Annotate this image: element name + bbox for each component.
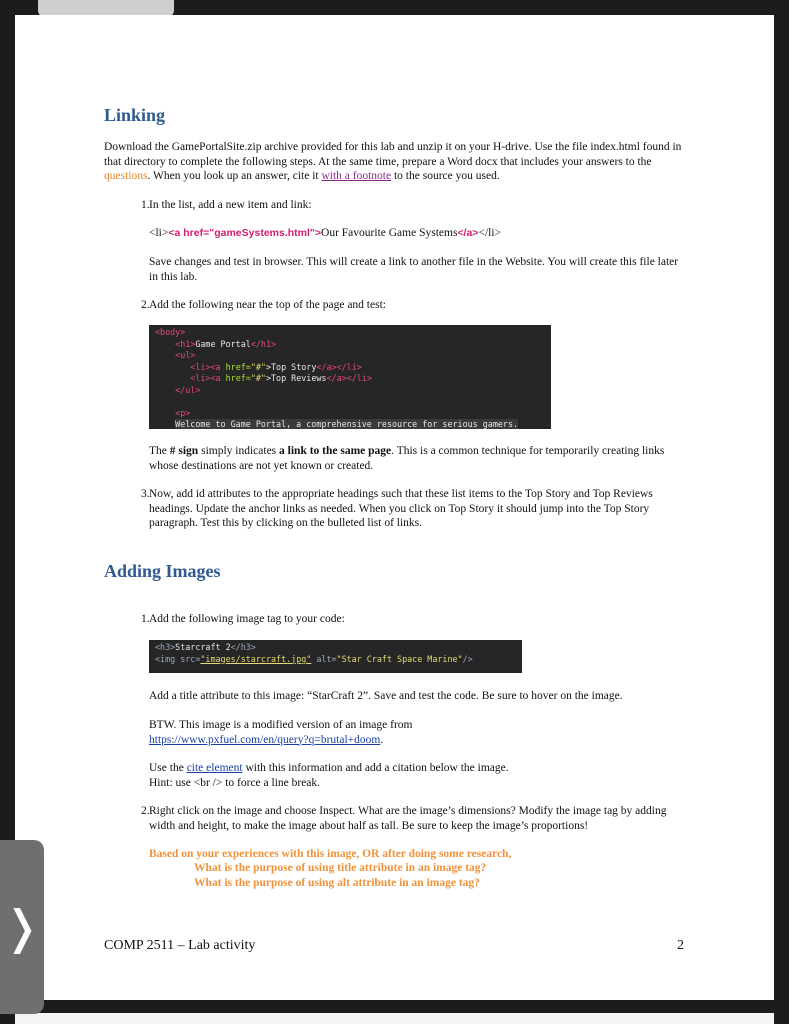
item-note: Use the cite element with this information and add a citation below the image. Hint: use <br /> to force a line break. xyxy=(149,762,509,789)
item-number: 2. xyxy=(141,805,150,817)
footer-course: COMP 2511 – Lab activity xyxy=(104,938,256,953)
chevron-right-icon: ❭ xyxy=(2,900,42,954)
linking-heading: Linking xyxy=(104,105,166,125)
question-intro: Based on your experiences with this image, OR after doing some research, xyxy=(149,848,512,860)
item-note: Add a title attribute to this image: “StarCraft 2”. Save and test the code. Be sure to hover on the image. xyxy=(149,690,623,702)
footer-page-number: 2 xyxy=(677,938,684,953)
next-page-button[interactable] xyxy=(0,840,44,1014)
item-note: The # sign simply indicates a link to the same page. This is a common technique for temporarily creating links whose destinations are not yet known or created. xyxy=(149,445,665,472)
cite-element-link[interactable]: cite element xyxy=(186,762,243,774)
item-number: 1. xyxy=(141,613,150,625)
item-text: Add the following near the top of the page and test: xyxy=(149,299,386,311)
question-title-attribute: What is the purpose of using title attribute in an image tag? xyxy=(194,862,487,874)
code-block-body: <body> <h1>Game Portal</h1> <ul> <li><a href="#">Top Story</a></li> <li><a href="#">Top Reviews</a></li> </ul> <p> Welcome to Game Portal, a comprehensive resource for serious gamers. xyxy=(149,325,551,429)
item-number: 2. xyxy=(141,299,150,311)
code-line-li-link: <li><a href="gameSystems.html">Our Favourite Game Systems</a></li> xyxy=(149,227,502,239)
item-number: 1. xyxy=(141,199,150,211)
linking-intro: Download the GamePortalSite.zip archive provided for this lab and unzip it on your H-drive. Use the file index.html found in that directory to complete the following steps. At the same time, prepare a Word docx that includes your answers to the questions. When you look up an answer, cite it with a footnote to the source you used. xyxy=(104,141,682,182)
question-alt-attribute: What is the purpose of using alt attribute in an image tag? xyxy=(194,877,480,889)
questions-word: questions xyxy=(104,170,148,182)
pxfuel-link[interactable]: https://www.pxfuel.com/en/query?q=brutal+doom xyxy=(149,733,381,746)
code-block-img: <h3>Starcraft 2</h3> <img src="images/starcraft.jpg" alt="Star Craft Space Marine"/> xyxy=(149,640,522,673)
document-page xyxy=(15,15,774,1000)
adding-images-heading: Adding Images xyxy=(104,561,221,581)
next-page-edge xyxy=(15,1013,774,1024)
item-text: Right click on the image and choose Inspect. What are the image’s dimensions? Modify the image tag by adding width and height, to make the image about half as tall. Be sure to keep the image’s proportions! xyxy=(149,805,667,832)
item-note: Save changes and test in browser. This will create a link to another file in the Website. You will create this file later in this lab. xyxy=(149,256,679,283)
item-note: BTW. This image is a modified version of an image from https://www.pxfuel.com/en/query?q=brutal+doom. xyxy=(149,719,413,746)
item-text: In the list, add a new item and link: xyxy=(149,199,312,211)
item-text: Now, add id attributes to the appropriate headings such that these list items to the Top Story and Top Reviews headings. Update the anchor links as needed. When you click on Top Story it should jump into the Top Story paragraph. Test this by clicking on the bulleted list of links. xyxy=(149,488,653,529)
item-number: 3. xyxy=(141,488,150,500)
footnote-link[interactable]: with a footnote xyxy=(321,170,392,182)
item-text: Add the following image tag to your code: xyxy=(149,613,345,625)
